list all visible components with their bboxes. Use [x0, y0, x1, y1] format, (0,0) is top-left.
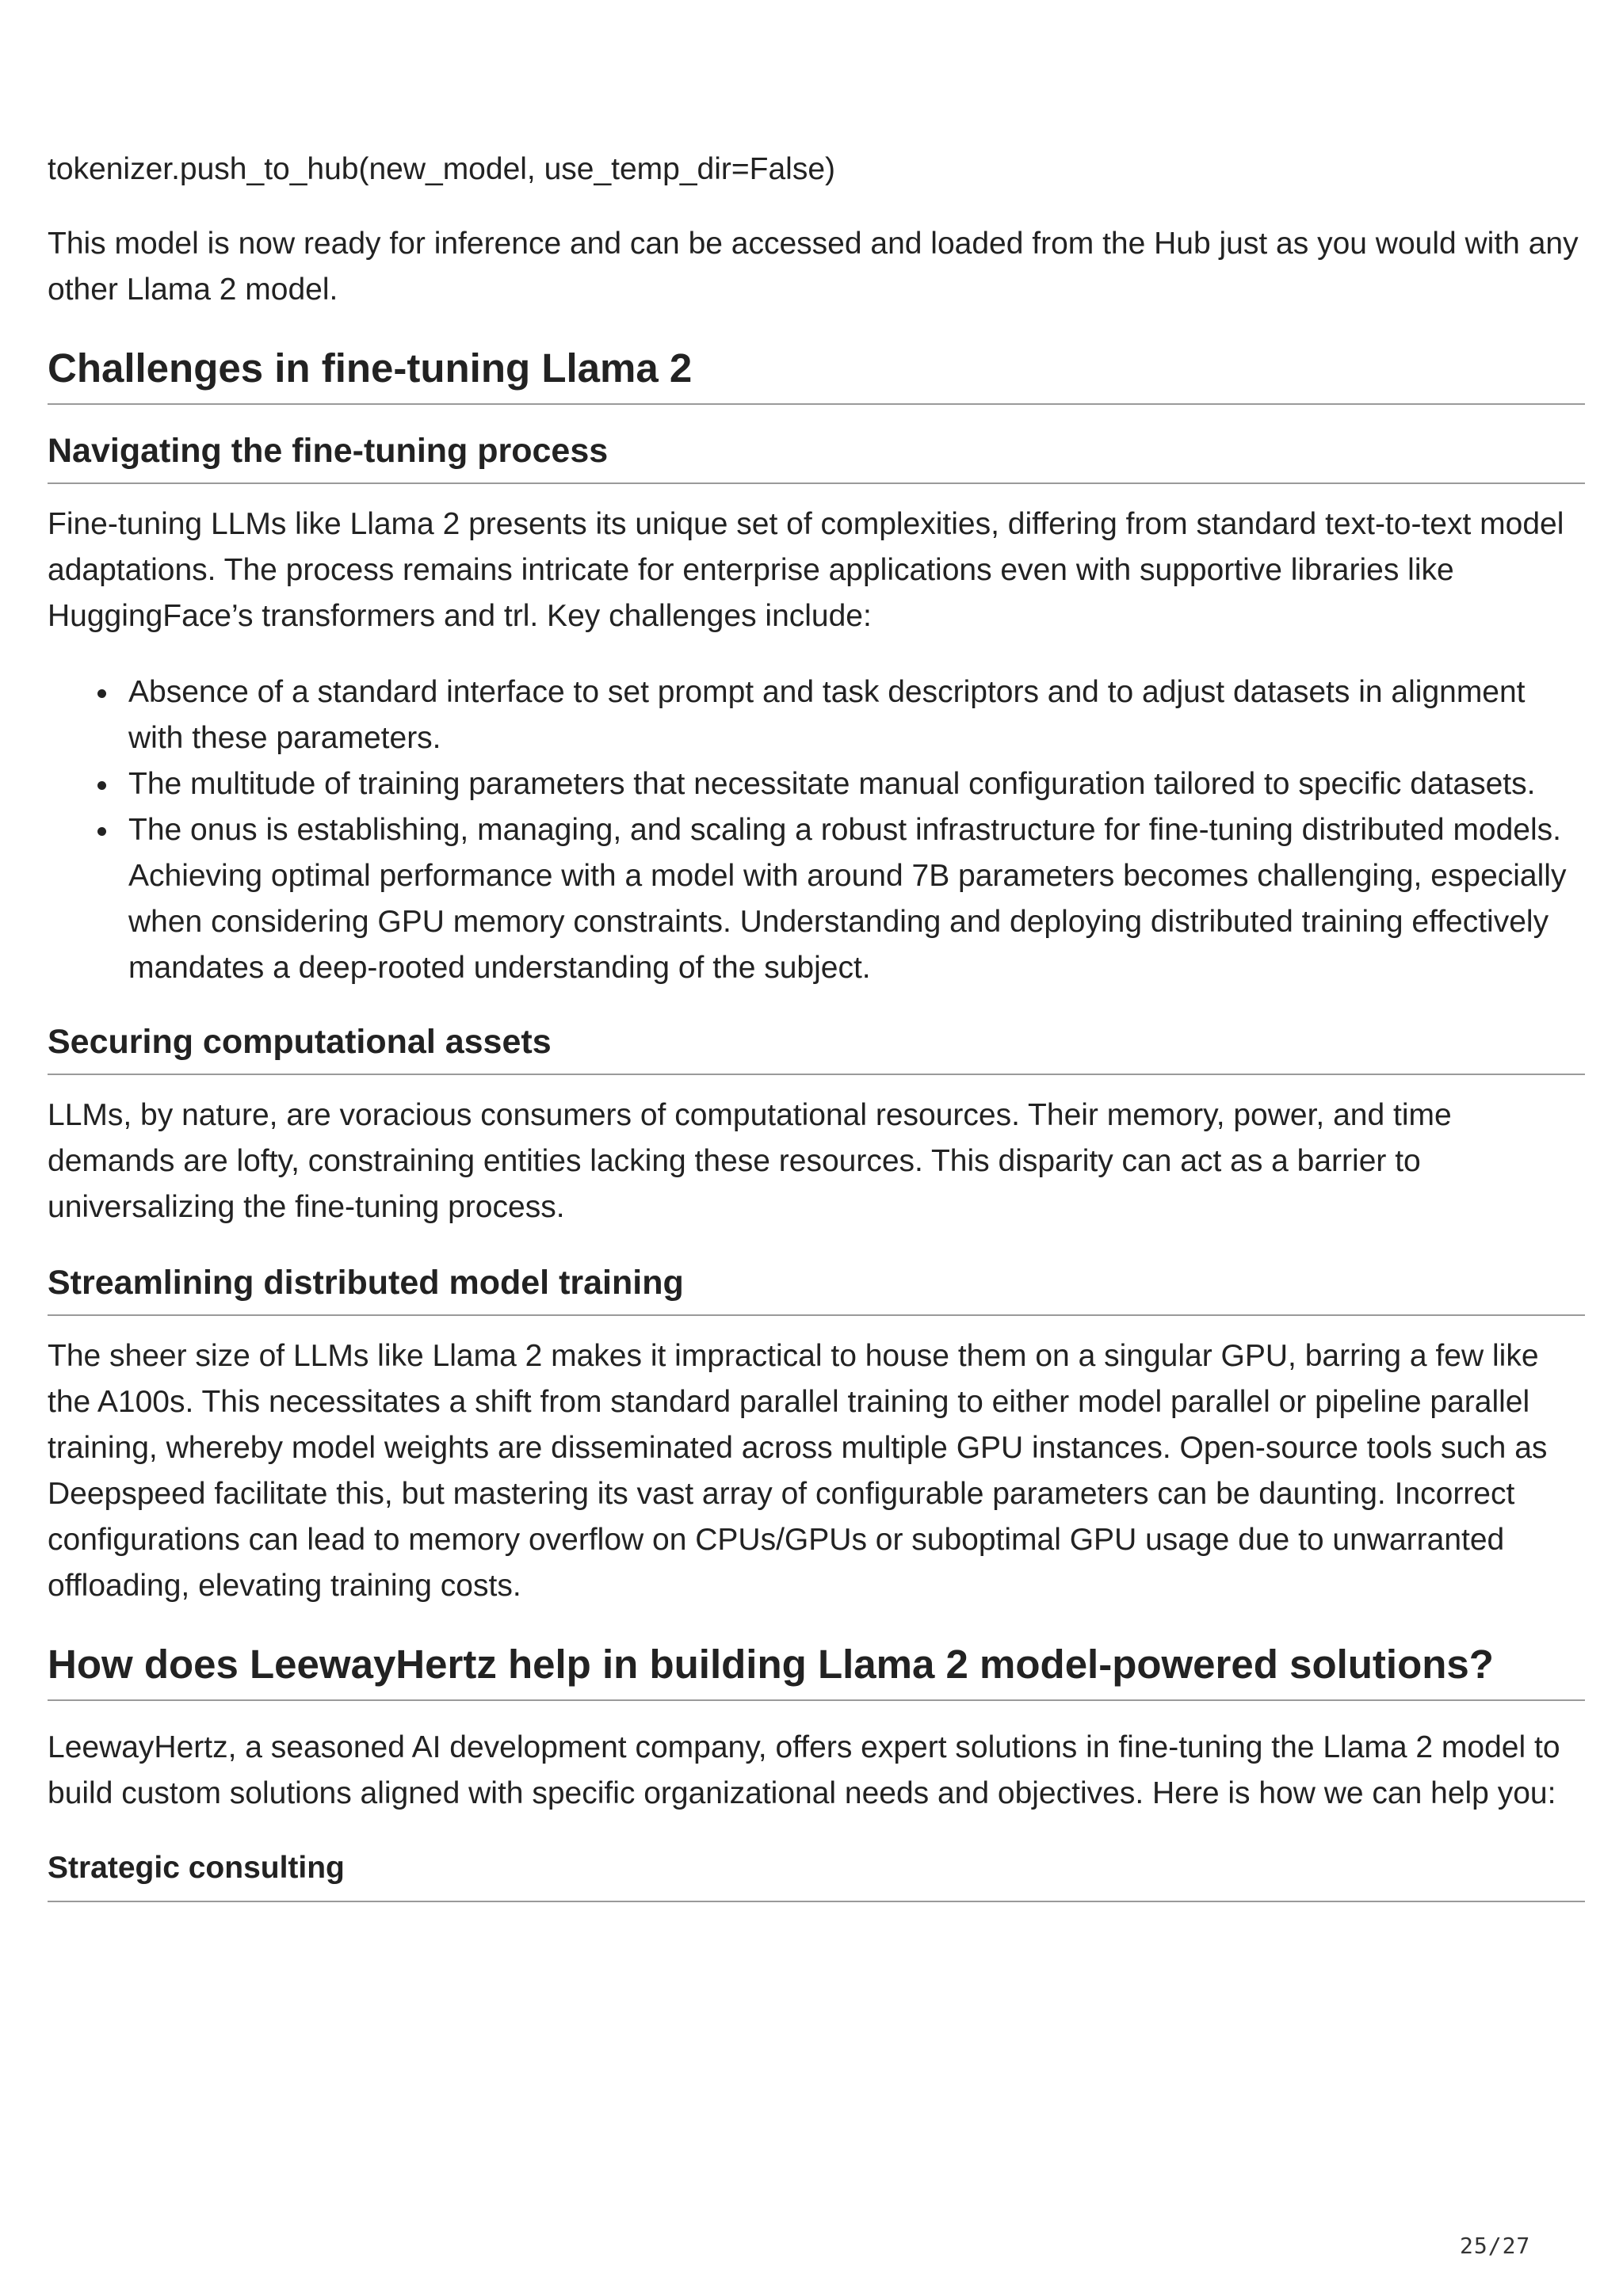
section-heading-leewayhertz: How does LeewayHertz help in building Llama 2 model-powered solutions?: [48, 1639, 1585, 1701]
subheading-streamlining: Streamlining distributed model training: [48, 1261, 1585, 1316]
list-item: [128, 807, 1585, 991]
section-heading-challenges: Challenges in fine-tuning Llama 2: [48, 343, 1585, 405]
list-item: [128, 669, 1585, 761]
navigating-paragraph: Fine-tuning LLMs like Llama 2 presents its unique set of complexities, differing from standard text-to-text model adaptations. The process remains intricate for enterprise applications even with supportive libraries like HuggingFace’s transformers and trl. Key challenges include:: [48, 507, 1564, 633]
bullet-icon: [97, 827, 106, 836]
intro-paragraph: This model is now ready for inference and can be accessed and loaded from the Hub just as you would with any other Llama 2 model.: [48, 227, 1579, 307]
document-page: [48, 147, 1585, 1902]
subheading-strategic-consulting: Strategic consulting: [48, 1847, 1585, 1902]
securing-paragraph: LLMs, by nature, are voracious consumers of computational resources. Their memory, power, and time demands are lofty, constraining entities lacking these resources. This disparity can act as a barrier to universalizing the fine-tuning process.: [48, 1098, 1452, 1224]
code-snippet: tokenizer.push_to_hub(new_model, use_temp_dir=False): [48, 152, 836, 186]
page-number: 25/27: [1460, 2233, 1531, 2259]
streamlining-paragraph: The sheer size of LLMs like Llama 2 makes it impractical to house them on a singular GPU, barring a few like the A100s. This necessitates a shift from standard parallel training to either model parallel or pipeline parallel training, whereby model weights are disseminated across multiple GPU instances. Open-source tools such as Deepspeed facilitate this, but mastering its vast array of configurable parameters can be daunting. Incorrect configurations can lead to memory overflow on CPUs/GPUs or suboptimal GPU usage due to unwarranted offloading, elevating training costs.: [48, 1339, 1548, 1603]
subheading-navigating: Navigating the fine-tuning process: [48, 429, 1585, 484]
challenges-list: [48, 669, 1585, 991]
subheading-securing: Securing computational assets: [48, 1020, 1585, 1075]
bullet-icon: [97, 781, 106, 790]
list-item: [128, 761, 1585, 807]
list-item-text: Absence of a standard interface to set prompt and task descriptors and to adjust datasets in alignment with these parameters.: [128, 675, 1526, 755]
list-item-text: The multitude of training parameters that necessitate manual configuration tailored to specific datasets.: [128, 767, 1536, 801]
list-item-text: The onus is establishing, managing, and scaling a robust infrastructure for fine-tuning distributed models. Achieving optimal performance with a model with around 7B parameters becomes challenging, especially when considering GPU memory constraints. Understanding and deploying distributed training effectively mandates a deep-rooted understanding of the subject.: [128, 813, 1567, 985]
leewayhertz-paragraph: LeewayHertz, a seasoned AI development company, offers expert solutions in fine-tuning the Llama 2 model to build custom solutions aligned with specific organizational needs and objectives. Here is how we can help you:: [48, 1730, 1560, 1810]
bullet-icon: [97, 689, 106, 698]
